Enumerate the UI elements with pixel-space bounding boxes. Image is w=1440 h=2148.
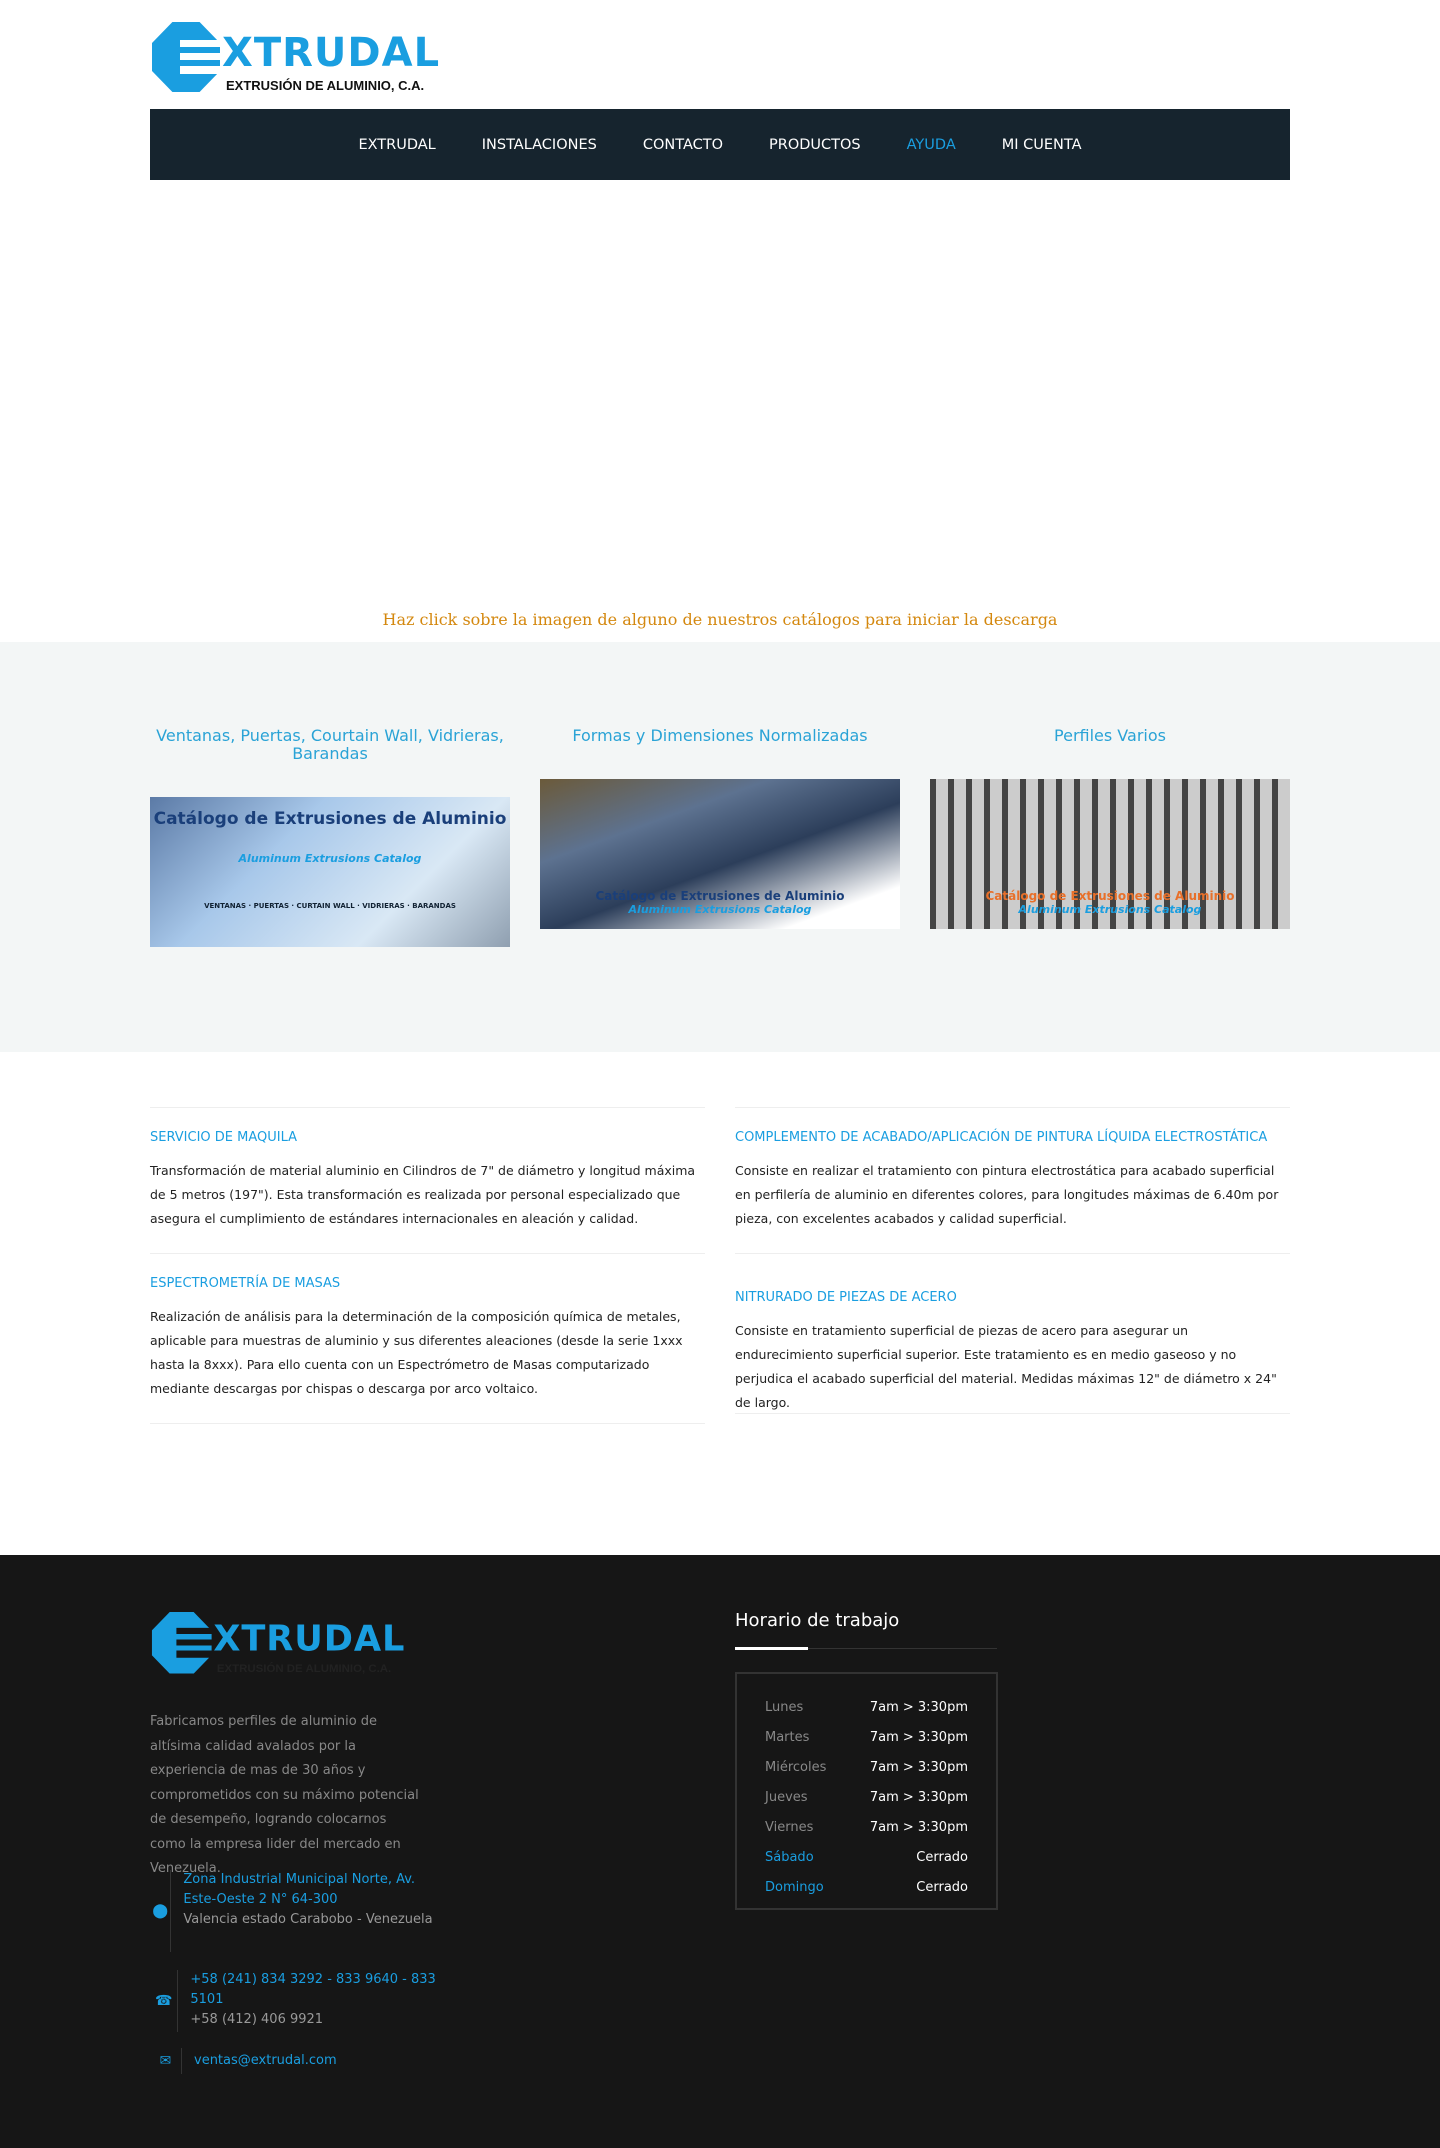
- logo[interactable]: [150, 22, 450, 97]
- service-title: ESPECTROMETRÍA DE MASAS: [150, 1276, 341, 1291]
- footer-logo[interactable]: [150, 1612, 414, 1678]
- day: Martes: [765, 1729, 810, 1745]
- email-link[interactable]: ventas@extrudal.com: [194, 2053, 337, 2068]
- catalog-title: Formas y Dimensiones Normalizadas: [572, 726, 868, 745]
- logo-subtitle: EXTRUSIÓN DE ALUMINIO, C.A.: [216, 1661, 392, 1675]
- hours-row: [765, 1842, 968, 1872]
- footer-description: Fabricamos perfiles de aluminio de altísima calidad avalados por la experiencia de mas de 30 años y comprometidos con su máximo potencial de desempeño, logrando colocarnos como la empresa lider del mercado en Venezuela.: [150, 1714, 419, 1876]
- main-nav: [150, 109, 1290, 180]
- time: 7am > 3:30pm: [869, 1789, 968, 1805]
- hours-row: [765, 1872, 968, 1902]
- catalog-image-formas[interactable]: [540, 779, 900, 929]
- catalog-image-title: Catálogo de Extrusiones de Aluminio: [153, 809, 507, 829]
- catalog-image-ventanas[interactable]: [150, 797, 510, 947]
- nav-productos[interactable]: PRODUCTOS: [769, 136, 861, 153]
- catalog-image-subtitle: Aluminum Extrusions Catalog: [238, 852, 422, 865]
- catalog-title: Perfiles Varios: [1054, 726, 1166, 745]
- logo-e-bars: [180, 40, 220, 74]
- time: 7am > 3:30pm: [869, 1819, 968, 1835]
- day: Viernes: [765, 1819, 814, 1835]
- service-item: [735, 1253, 1290, 1414]
- contact-email: [150, 2048, 440, 2074]
- catalog-image-perfiles[interactable]: [930, 779, 1290, 929]
- catalog-image-subtitle: Aluminum Extrusions Catalog: [1018, 903, 1202, 916]
- service-item: [150, 1253, 705, 1424]
- phone-primary[interactable]: +58 (241) 834 3292 - 833 9640 - 833 5101: [190, 1972, 436, 2007]
- hours-row: [765, 1812, 968, 1842]
- contact-address: [150, 1870, 440, 1952]
- service-text: Realización de análisis para la determinación de la composición química de metales, aplicable para muestras de aluminio y sus diferentes aleaciones (desde la serie 1xxx hasta la 8xxx). Para ello cuenta con un Espectrómetro de Masas computarizado mediante descargas por chispas o descarga por arco voltaico.: [150, 1309, 683, 1396]
- logo-word: XTRUDAL: [213, 1619, 406, 1660]
- phone-secondary[interactable]: +58 (412) 406 9921: [190, 2012, 324, 2027]
- logo-e-bars: [176, 1628, 211, 1658]
- catalog-image-extra: VENTANAS · PUERTAS · CURTAIN WALL · VIDRIERAS · BARANDAS: [204, 902, 456, 910]
- service-title: COMPLEMENTO DE ACABADO/APLICACIÓN DE PINTURA LÍQUIDA ELECTROSTÁTICA: [735, 1130, 1268, 1145]
- nav-instalaciones[interactable]: INSTALACIONES: [481, 136, 597, 153]
- time: 7am > 3:30pm: [869, 1699, 968, 1715]
- service-title: NITRURADO DE PIEZAS DE ACERO: [735, 1290, 957, 1305]
- catalog-image-title: Catálogo de Extrusiones de Aluminio: [985, 889, 1235, 903]
- hours-row: [765, 1782, 968, 1812]
- hours-table: [735, 1672, 998, 1910]
- day: Jueves: [765, 1789, 808, 1805]
- hours-row: [765, 1692, 968, 1722]
- service-item: [735, 1107, 1290, 1253]
- address-line2: Valencia estado Carabobo - Venezuela: [183, 1912, 433, 1927]
- map-pin-icon: ⬤: [150, 1870, 171, 1952]
- hours-row: [765, 1752, 968, 1782]
- logo-word: XTRUDAL: [222, 30, 441, 76]
- nav-extrudal[interactable]: EXTRUDAL: [358, 136, 436, 153]
- time: Cerrado: [916, 1849, 968, 1865]
- contact-phone: [150, 1970, 440, 2032]
- nav-contacto[interactable]: CONTACTO: [642, 136, 724, 153]
- service-text: Transformación de material aluminio en Cilindros de 7" de diámetro y longitud máxima de 5 metros (197"). Esta transformación es realizada por personal especializado que asegura el cumplimiento de estándares internacionales en aleación y calidad.: [150, 1163, 696, 1226]
- service-text: Consiste en realizar el tratamiento con pintura electrostática para acabado superficial en perfilería de aluminio en diferentes colores, para longitudes máximas de 6.40m por pieza, con excelentes acabados y calidad superficial.: [735, 1163, 1279, 1226]
- catalog-image-subtitle: Aluminum Extrusions Catalog: [628, 903, 812, 916]
- phone-icon: ☎: [150, 1970, 178, 2032]
- time: 7am > 3:30pm: [869, 1759, 968, 1775]
- time: Cerrado: [916, 1879, 968, 1895]
- envelope-icon: ✉: [150, 2048, 182, 2074]
- nav-ayuda[interactable]: AYUDA: [906, 136, 956, 153]
- hours-title: Horario de trabajo: [735, 1610, 900, 1631]
- service-text: Consiste en tratamiento superficial de piezas de acero para asegurar un endurecimiento superficial superior. Este tratamiento es en medio gaseoso y no perjudica el acabado superficial del material. Medidas máximas 12" de diámetro x 24" de largo.: [735, 1323, 1277, 1410]
- day: Miércoles: [765, 1759, 827, 1775]
- hours-row: [765, 1722, 968, 1752]
- download-hint: Haz click sobre la imagen de alguno de nuestros catálogos para iniciar la descarga: [382, 610, 1058, 629]
- nav-mi-cuenta[interactable]: MI CUENTA: [1001, 136, 1082, 153]
- time: 7am > 3:30pm: [869, 1729, 968, 1745]
- day: Lunes: [765, 1699, 804, 1715]
- address-line1[interactable]: Zona Industrial Municipal Norte, Av. Este-Oeste 2 N° 64-300: [183, 1872, 416, 1907]
- logo-subtitle: EXTRUSIÓN DE ALUMINIO, C.A.: [226, 78, 425, 93]
- day: Sábado: [765, 1849, 814, 1865]
- service-item: [150, 1107, 705, 1253]
- catalog-title: Ventanas, Puertas, Courtain Wall, Vidrieras, Barandas: [156, 726, 504, 763]
- divider-accent: [735, 1647, 808, 1650]
- catalog-image-title: Catálogo de Extrusiones de Aluminio: [595, 889, 845, 903]
- service-title: SERVICIO DE MAQUILA: [150, 1130, 298, 1145]
- day: Domingo: [765, 1879, 824, 1895]
